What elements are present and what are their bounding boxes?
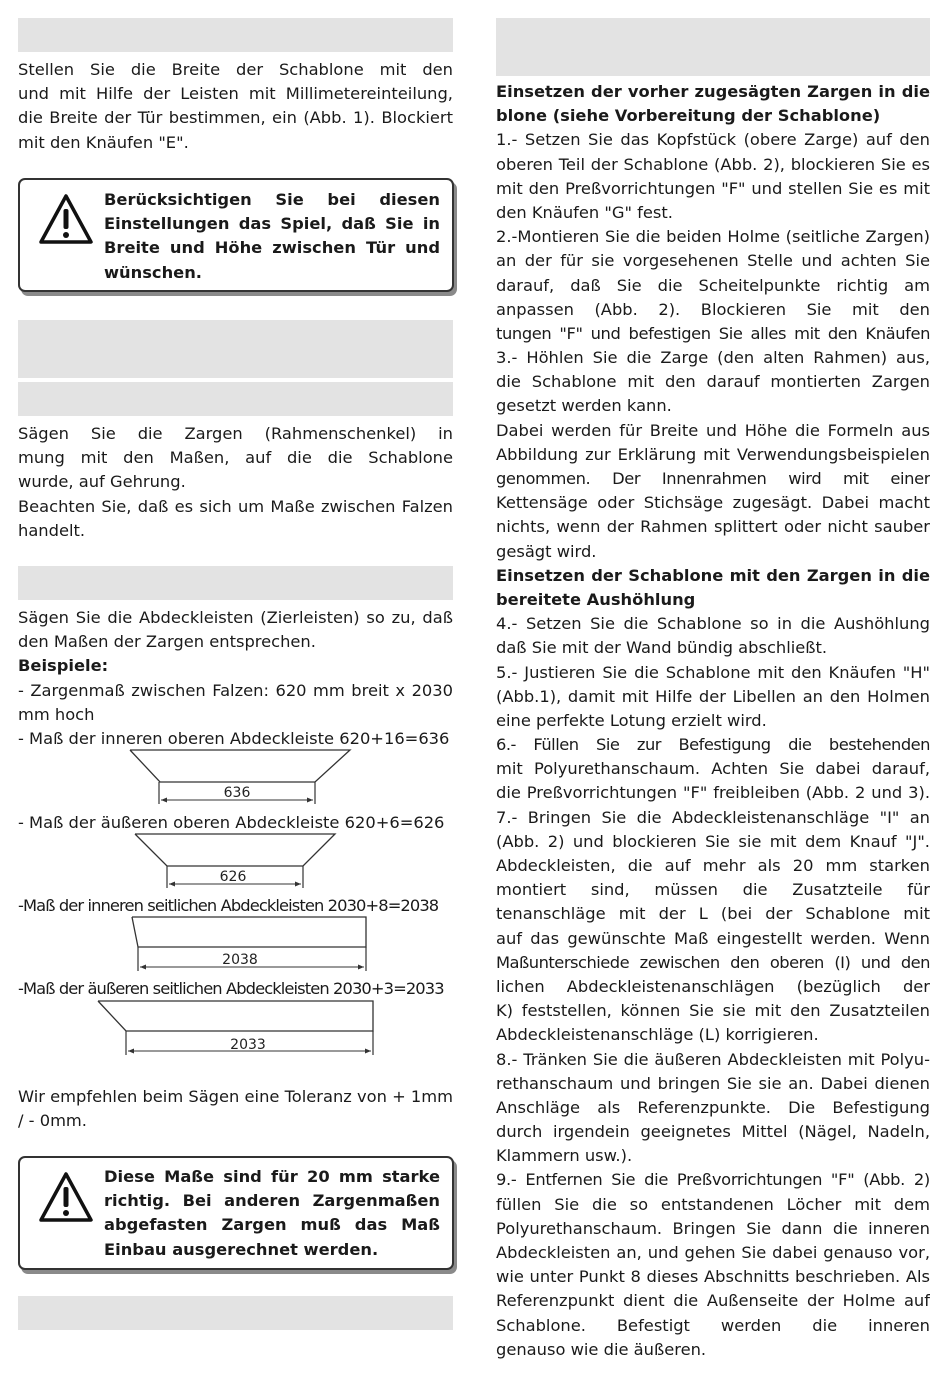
- cover-strip-diagram-outer-side: [96, 999, 376, 1059]
- text-line: 9.- Entfernen Sie die Preßvorrichtungen "F" (Abb. 2): [496, 1170, 930, 1190]
- intro-paragraph: [18, 58, 453, 155]
- dimension-label: 2038: [222, 952, 258, 968]
- text-line: den Knäufen "G" fest.: [496, 202, 673, 222]
- text-line: den Maßen der Zargen entsprechen.: [18, 632, 316, 652]
- text-line: 4.- Setzen Sie die Schablone so in die Aushöhlung: [496, 614, 930, 634]
- warning-box: [18, 1156, 454, 1270]
- saw-frames-paragraph: [18, 422, 453, 543]
- text-line: eine perfekte Lotung erzielt wird.: [496, 710, 767, 730]
- warning-line: richtig. Bei anderen Zargenmaßen: [104, 1191, 440, 1211]
- text-line: an der für sie vorgesehenen Stelle und achten Sie: [496, 251, 930, 271]
- text-line: Schablone. Befestigt werden die inneren: [496, 1315, 930, 1335]
- text-line: mung mit den Maßen, auf die die Schablone: [18, 448, 453, 468]
- text-line: 5.- Justieren Sie die Schablone mit den Knäufen "H": [496, 662, 930, 682]
- text-line: 1.- Setzen Sie das Kopfstück (obere Zarge) auf den: [496, 130, 930, 150]
- text-line: tungen "F" und befestigen Sie alles mit den Knäufen: [496, 323, 930, 343]
- text-line: und mit Hilfe der Leisten mit Millimetereinteilung,: [18, 84, 453, 104]
- tolerance-paragraph: [18, 1085, 453, 1133]
- text-line: mit Polyurethanschaum. Achten Sie dabei darauf,: [496, 759, 930, 779]
- text-line: (Abb. 2) und blockieren Sie sie mit dem Knauf "J".: [496, 831, 930, 851]
- warning-line: Diese Maße sind für 20 mm starke: [104, 1167, 440, 1186]
- text-line: tenanschläge mit der L (bei der Schablone mit: [496, 904, 930, 924]
- dimension-label: 636: [223, 785, 251, 801]
- text-line: mm hoch: [18, 704, 95, 724]
- measure-label-outer-top: - Maß der äußeren oberen Abdeckleiste 620+6=626: [18, 813, 445, 832]
- text-line: Dabei werden für Breite und Höhe die Formeln aus: [496, 420, 930, 440]
- text-line: anpassen (Abb. 2). Blockieren Sie mit den: [496, 299, 930, 319]
- text-line: lichen Abdeckleistenanschlägen (bezüglich der: [496, 976, 930, 996]
- text-line: 3.- Höhlen Sie die Zarge (den alten Rahmen) aus,: [496, 348, 930, 368]
- text-line: montiert sind, müssen die Zusatzteile für: [496, 880, 930, 900]
- warning-line: abgefasten Zargen muß das Maß: [104, 1215, 440, 1235]
- warning-line: Einbau ausgerechnet werden.: [104, 1239, 379, 1259]
- measure-label-outer-side: -Maß der äußeren seitlichen Abdeckleisten 2030+3=2033: [18, 979, 444, 998]
- section-heading: Einsetzen der Schablone mit den Zargen in die: [496, 565, 930, 585]
- text-line: 6.- Füllen Sie zur Befestigung die bestehenden: [496, 735, 930, 755]
- text-line: handelt.: [18, 520, 86, 540]
- text-line: Kettensäge oder Stichsäge zugesägt. Dabei macht: [496, 493, 930, 513]
- text-line: Maßunterschiede zewischen den oberen (I) und den: [496, 952, 930, 972]
- warning-line: wünschen.: [104, 262, 202, 282]
- text-line: gesetzt werden kann.: [496, 396, 672, 416]
- text-line: die Breite der Tür bestimmen, ein (Abb. 1). Blockiert: [18, 108, 453, 128]
- section-heading: blone (siehe Vorbereitung der Schablone): [496, 106, 881, 126]
- text-line: Sägen Sie die Abdeckleisten (Zierleisten) so zu, daß: [18, 608, 453, 627]
- text-line: Stellen Sie die Breite der Schablone mit den: [18, 60, 453, 79]
- saw-covers-paragraph: [18, 606, 453, 727]
- text-line: mit den Preßvorrichtungen "F" und stellen Sie es mit: [496, 178, 930, 198]
- text-line: wurde, auf Gehrung.: [18, 472, 186, 492]
- section-header-bar: [18, 18, 453, 52]
- cover-strip-diagram-outer-top: [130, 832, 340, 890]
- cover-strip-diagram-inner-side: [130, 915, 370, 973]
- text-line: / - 0mm.: [18, 1111, 87, 1131]
- text-line: genommen. Der Innenrahmen wird mit einer: [496, 469, 930, 488]
- warning-line: Breite und Höhe zwischen Tür und: [104, 238, 440, 258]
- warning-icon: [38, 1170, 94, 1224]
- text-line: Beachten Sie, daß es sich um Maße zwischen Falzen: [18, 496, 453, 516]
- text-line: Abbildung zur Erklärung mit Verwendungsbeispielen: [496, 444, 930, 464]
- text-line: Abdeckleisten, die auf mehr als 20 mm starken: [496, 856, 930, 875]
- section-header-bar: [18, 566, 453, 600]
- text-line: Wir empfehlen beim Sägen eine Toleranz von + 1mm: [18, 1087, 453, 1106]
- text-line: 2.-Montieren Sie die beiden Holme (seitliche Zargen): [496, 227, 930, 247]
- text-line: daß Sie mit der Wand bündig abschließt.: [496, 638, 828, 658]
- text-line: die Preßvorrichtungen "F" freibleiben (Abb. 2 und 3).: [496, 783, 930, 803]
- measure-label-inner-side: -Maß der inneren seitlichen Abdeckleisten 2030+8=2038: [18, 896, 439, 915]
- text-line: Klammern usw.).: [496, 1146, 633, 1166]
- dimension-label: 2033: [230, 1037, 266, 1053]
- text-line: gesägt wird.: [496, 541, 597, 561]
- section-header-bar: [18, 1296, 453, 1330]
- text-line: oberen Teil der Schablone (Abb. 2), blockieren Sie es: [496, 154, 930, 174]
- text-line: durch irgendein geeignetes Mittel (Nägel, Nadeln,: [496, 1122, 930, 1142]
- section-heading: bereitete Aushöhlung: [496, 589, 696, 609]
- dimension-label: 626: [219, 869, 247, 885]
- text-line: Abdeckleistenanschläge (L) korrigieren.: [496, 1025, 819, 1045]
- text-line: Polyurethanschaum. Bringen Sie dann die inneren: [496, 1218, 930, 1238]
- section-subheader-bar: [18, 382, 453, 416]
- section-header-bar: [18, 320, 453, 378]
- text-line: genauso wie die äußeren.: [496, 1339, 707, 1359]
- text-line: die Schablone mit den darauf montierten Zargen: [496, 372, 930, 392]
- text-line: 7.- Bringen Sie die Abdeckleistenanschläge "I" an: [496, 807, 930, 827]
- text-line: darauf, daß Sie die Scheitelpunkte richtig am: [496, 275, 930, 295]
- text-line: auf das gewünschte Maß eingestellt werden. Wenn: [496, 928, 930, 948]
- text-line: Anschläge als Referenzpunkte. Die Befestigung: [496, 1097, 930, 1117]
- right-column-text: [496, 80, 930, 1362]
- section-header-bar: [496, 18, 930, 76]
- text-line: Referenzpunkt dient die Außenseite der Holme auf: [496, 1291, 930, 1311]
- text-line: - Zargenmaß zwischen Falzen: 620 mm breit x 2030: [18, 680, 453, 700]
- text-line: Sägen Sie die Zargen (Rahmenschenkel) in: [18, 424, 453, 443]
- cover-strip-diagram-inner-top: [125, 748, 355, 806]
- text-line: nichts, wenn der Rahmen splittert oder nicht sauber: [496, 517, 930, 537]
- section-heading: Einsetzen der vorher zugesägten Zargen in die: [496, 82, 930, 101]
- text-line: (Abb.1), damit mit Hilfe der Libellen an den Holmen: [496, 686, 930, 706]
- examples-heading: Beispiele:: [18, 656, 109, 676]
- text-line: Abdeckleisten an, und gehen Sie dabei genauso vor,: [496, 1243, 930, 1262]
- text-line: mit den Knäufen "E".: [18, 132, 189, 152]
- warning-line: Einstellungen das Spiel, daß Sie in: [104, 214, 440, 234]
- text-line: rethanschaum und bringen Sie sie an. Dabei dienen: [496, 1073, 930, 1093]
- warning-line: Berücksichtigen Sie bei diesen: [104, 190, 440, 209]
- text-line: K) feststellen, können Sie sie mit den Zusatzteilen: [496, 1001, 930, 1021]
- warning-box: [18, 178, 454, 292]
- text-line: wie unter Punkt 8 dieses Abschnitts beschrieben. Als: [496, 1267, 930, 1287]
- warning-icon: [38, 192, 94, 246]
- text-line: füllen Sie die so entstandenen Löcher mit dem: [496, 1194, 930, 1214]
- text-line: 8.- Tränken Sie die äußeren Abdeckleisten mit Polyu-: [496, 1049, 930, 1069]
- measure-label-inner-top: - Maß der inneren oberen Abdeckleiste 620+16=636: [18, 729, 450, 748]
